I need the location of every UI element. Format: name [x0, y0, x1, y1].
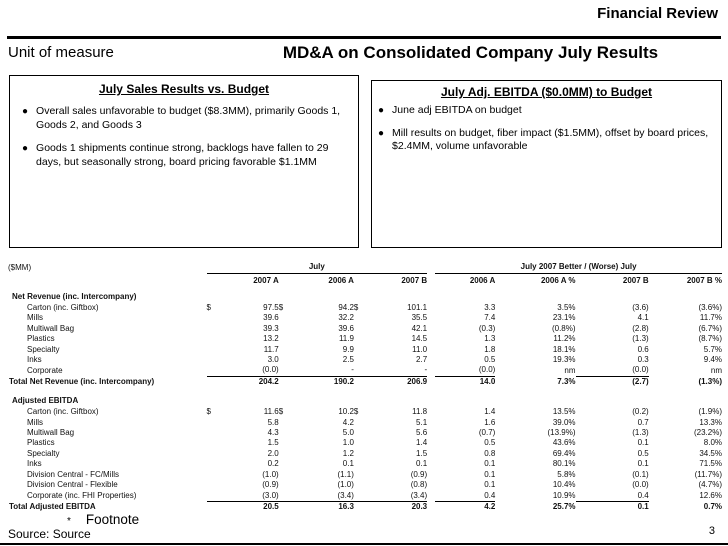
value-cell — [207, 355, 279, 365]
ebitda-box — [371, 80, 722, 248]
value-cell: (1.3) — [632, 428, 649, 438]
label-cell — [8, 274, 207, 288]
ebitda-box-title: July Adj. EBITDA ($0.0MM) to Budget — [440, 85, 653, 99]
value-cell — [354, 418, 427, 428]
cell-value: 20.5 — [263, 501, 279, 511]
cell-value: 35.5 — [411, 313, 428, 323]
value-cell: 10.9% — [552, 491, 576, 500]
cell-value: 1.2 — [342, 448, 354, 458]
value-cell: 0.5 — [484, 438, 496, 448]
value-cell: (0.0) — [632, 480, 649, 490]
cell-value: - — [424, 365, 428, 375]
total-row — [8, 376, 722, 387]
cell-value: (0.9) — [262, 480, 279, 490]
gap-cell — [427, 407, 435, 417]
column-header: 2006 A — [328, 276, 354, 285]
value-cell: (0.7) — [478, 428, 496, 438]
cell-value: 1.5 — [416, 448, 428, 458]
cell-value: 0.2 — [267, 459, 279, 469]
cell-value: 5.8 — [267, 417, 279, 427]
value-cell — [207, 365, 279, 376]
cell-value: 32.2 — [338, 313, 354, 323]
row-label: Plastics — [27, 334, 55, 344]
row-label: Specialty — [27, 344, 60, 354]
value-cell — [207, 376, 279, 387]
table-row — [8, 303, 722, 313]
financial-table — [8, 261, 722, 512]
cell-value: 39.3 — [263, 323, 279, 333]
value-cell: 23.1% — [552, 313, 576, 323]
value-cell — [354, 303, 427, 313]
table-body — [8, 261, 722, 512]
cell-value: 206.9 — [407, 376, 428, 386]
table-group-header-row — [8, 261, 722, 274]
bullet-text: Overall sales unfavorable to budget ($8.3MM), primarily Goods 1, Goods 2, and Goods 3 — [36, 105, 341, 131]
cell-value: 94.2 — [338, 303, 354, 312]
value-cell — [354, 365, 427, 376]
group-header-better-worse: July 2007 Better / (Worse) July — [435, 261, 722, 274]
bullet-item — [378, 104, 713, 118]
bullet-item — [378, 127, 713, 154]
value-cell — [207, 407, 279, 417]
value-cell: 0.6 — [637, 344, 649, 354]
value-cell: 0.4 — [435, 491, 495, 502]
gap-cell — [427, 261, 435, 274]
row-label: Division Central - FC/Mills — [27, 469, 120, 479]
cell-value: (3.0) — [262, 490, 279, 500]
cell-value: 1.4 — [416, 438, 428, 448]
value-cell: 0.5 — [637, 448, 649, 458]
gap-cell — [427, 274, 435, 288]
cell-value: 2.0 — [267, 448, 279, 458]
cell-value: (1.0) — [337, 480, 354, 490]
value-cell — [279, 418, 354, 428]
value-cell: 19.3% — [552, 355, 576, 365]
value-cell: (1.3) — [632, 334, 649, 344]
gap-cell — [427, 428, 435, 438]
gap-cell — [427, 334, 435, 344]
table-row — [8, 365, 722, 376]
gap-cell — [427, 303, 435, 313]
row-label: Inks — [27, 459, 42, 469]
value-cell: nm — [564, 365, 576, 375]
row-label: Carton (inc. Giftbox) — [27, 303, 99, 312]
footnote-marker: * — [67, 516, 71, 527]
gap-cell — [427, 376, 435, 387]
bullet-icon: ● — [378, 105, 385, 116]
cell-value: (0.9) — [410, 469, 428, 479]
cell-value: 13.2 — [263, 334, 279, 344]
bullet-icon: ● — [22, 106, 29, 117]
row-label: Corporate (inc. FHI Properties) — [27, 491, 137, 500]
row-label: Division Central - Flexible — [27, 480, 118, 490]
value-cell: 4.1 — [637, 313, 649, 323]
sales-results-box-title: July Sales Results vs. Budget — [98, 82, 270, 96]
dollar-sign: $ — [206, 303, 211, 312]
gap-cell — [427, 345, 435, 355]
section-title: Net Revenue (inc. Intercompany) — [12, 292, 137, 301]
cell-value: (0.0) — [262, 365, 279, 375]
value-cell: 0.7 — [637, 417, 649, 427]
value-cell — [279, 324, 354, 334]
total-value-cell: (1.3%) — [698, 376, 722, 386]
value-cell: 0.1 — [484, 469, 496, 479]
value-cell — [279, 345, 354, 355]
column-header: 2007 A — [253, 276, 279, 285]
cell-value: 97.5 — [263, 303, 279, 312]
spacer-cell — [8, 387, 722, 395]
cell-value: 190.2 — [333, 376, 354, 386]
sales-results-box — [9, 75, 359, 248]
sales-results-bullets — [22, 105, 350, 170]
unit-of-measure-label: Unit of measure — [8, 44, 114, 61]
value-cell: (8.7%) — [698, 334, 722, 344]
value-cell — [354, 491, 427, 502]
gap-cell — [427, 438, 435, 448]
gap-cell — [427, 324, 435, 334]
cell-value: 101.1 — [407, 303, 428, 312]
value-cell — [207, 480, 279, 490]
value-cell — [279, 459, 354, 469]
value-cell — [354, 407, 427, 417]
cell-value: 10.2 — [338, 407, 354, 417]
value-cell: 10.4% — [552, 480, 576, 490]
dollar-sign: $ — [278, 407, 284, 417]
value-cell — [354, 334, 427, 344]
value-cell: 0.1 — [637, 438, 649, 448]
value-cell — [279, 428, 354, 438]
value-cell: (4.7%) — [698, 480, 722, 490]
total-label: Total Net Revenue (inc. Intercompany) — [9, 376, 155, 386]
gap-cell — [427, 313, 435, 323]
value-cell: 13.3% — [699, 417, 722, 427]
row-label: Multiwall Bag — [27, 428, 75, 438]
value-cell: 9.4% — [703, 355, 722, 365]
value-cell — [279, 449, 354, 459]
cell-value: 2.5 — [342, 355, 354, 365]
bullet-item — [22, 142, 350, 169]
table-row — [8, 313, 722, 323]
section-header-row — [8, 395, 722, 407]
cell-value: 4.2 — [342, 417, 354, 427]
value-cell — [207, 313, 279, 323]
value-cell: 80.1% — [552, 459, 576, 469]
value-cell — [207, 491, 279, 502]
row-label: Inks — [27, 355, 42, 365]
table-row — [8, 480, 722, 490]
value-cell: 3.5% — [557, 303, 576, 312]
cell-value: 11.6 — [263, 407, 279, 417]
group-header-july: July — [207, 261, 428, 274]
bullet-text: June adj EBITDA on budget — [392, 104, 522, 116]
gap-cell — [427, 501, 435, 512]
section-header-row — [8, 291, 722, 303]
value-cell — [354, 376, 427, 387]
cell-value: 1.0 — [342, 438, 354, 448]
cell-value: (3.4) — [410, 490, 428, 500]
column-header: 2007 B — [622, 276, 649, 285]
bullet-icon: ● — [378, 127, 385, 139]
page-number: 3 — [708, 525, 715, 537]
value-cell: 1.4 — [484, 407, 496, 417]
cell-value: 14.5 — [411, 334, 428, 344]
cell-value: (1.1) — [337, 469, 354, 479]
value-cell — [354, 501, 427, 512]
value-cell — [207, 334, 279, 344]
value-cell: 5.7% — [703, 344, 722, 354]
cell-value: 1.5 — [267, 438, 279, 448]
row-label: Mills — [27, 417, 43, 427]
column-header: 2006 A % — [540, 276, 576, 285]
table-row — [8, 334, 722, 344]
gap-cell — [427, 480, 435, 490]
value-cell: 18.1% — [552, 344, 576, 354]
column-header: 2007 B % — [686, 276, 722, 285]
table-row — [8, 459, 722, 469]
value-cell — [207, 303, 279, 313]
value-cell — [207, 438, 279, 448]
cell-value: - — [351, 365, 354, 375]
value-cell — [207, 449, 279, 459]
value-cell: (23.2%) — [693, 428, 722, 438]
table-row — [8, 491, 722, 502]
value-cell: 0.3 — [637, 355, 649, 365]
cell-value: 4.3 — [267, 428, 279, 438]
cell-value: 11.0 — [412, 344, 428, 354]
value-cell — [279, 491, 354, 502]
total-value-cell: 7.3% — [557, 376, 576, 386]
value-cell — [279, 365, 354, 376]
value-cell: 0.1 — [637, 459, 649, 469]
brand-label: Financial Review — [597, 5, 718, 22]
value-cell — [354, 438, 427, 448]
value-cell — [279, 470, 354, 480]
dollar-sign: $ — [353, 303, 359, 312]
value-cell: (0.0) — [576, 365, 649, 376]
value-cell: (3.6%) — [698, 303, 722, 312]
total-value-cell: 4.2 — [484, 501, 496, 511]
section-title: Adjusted EBITDA — [12, 396, 79, 406]
value-cell — [354, 428, 427, 438]
value-cell: 34.5% — [699, 448, 722, 458]
total-value-cell: (2.7) — [632, 376, 649, 386]
table-row — [8, 428, 722, 438]
cell-value: 0.1 — [342, 459, 354, 469]
footnote-text: Footnote — [85, 512, 140, 527]
total-value-cell: 14.0 — [479, 376, 496, 386]
value-cell — [207, 470, 279, 480]
value-cell — [279, 334, 354, 344]
cell-value: (0.8) — [410, 480, 428, 490]
gap-cell — [427, 365, 435, 376]
table-row — [8, 407, 722, 417]
value-cell — [207, 418, 279, 428]
cell-value: 39.6 — [263, 313, 279, 323]
bullet-item — [22, 105, 350, 132]
value-cell: 69.4% — [552, 448, 576, 458]
gap-cell — [427, 418, 435, 428]
ebitda-bullets — [378, 104, 713, 154]
value-cell: 0.5 — [484, 355, 496, 365]
gap-cell — [427, 491, 435, 502]
row-label: Corporate — [27, 365, 63, 375]
value-cell — [354, 324, 427, 334]
value-cell: (3.6) — [632, 303, 649, 312]
row-label: Plastics — [27, 438, 55, 448]
value-cell — [354, 313, 427, 323]
cell-value: 5.0 — [342, 428, 354, 438]
value-cell — [279, 303, 354, 313]
value-cell: (0.8%) — [551, 323, 576, 333]
value-cell: 0.4 — [576, 491, 649, 502]
dollar-sign: $ — [353, 407, 359, 417]
header-rule — [7, 36, 721, 39]
value-cell — [279, 480, 354, 490]
row-label: Mills — [27, 313, 43, 323]
gap-cell — [427, 470, 435, 480]
value-cell: 1.6 — [484, 417, 496, 427]
value-cell — [279, 407, 354, 417]
value-cell: (0.1) — [632, 469, 649, 479]
dollar-sign: $ — [206, 407, 211, 417]
value-cell: 8.0% — [703, 438, 722, 448]
value-cell: (13.9%) — [547, 428, 576, 438]
cell-value: 11.9 — [338, 334, 354, 344]
column-header: 2006 A — [469, 276, 496, 285]
page-title: MD&A on Consolidated Company July Results — [282, 43, 659, 62]
value-cell — [279, 376, 354, 387]
total-value-cell: 0.1 — [637, 501, 649, 511]
value-cell: 12.6% — [699, 491, 722, 500]
cell-value: 39.6 — [338, 323, 354, 333]
value-cell: 5.8% — [557, 469, 576, 479]
gap-cell — [427, 355, 435, 365]
value-cell — [279, 501, 354, 512]
value-cell: 43.6% — [552, 438, 576, 448]
value-cell: (6.7%) — [698, 323, 722, 333]
value-cell: (2.8) — [632, 323, 649, 333]
unit-cell: ($MM) — [8, 263, 32, 273]
value-cell: 3.3 — [484, 303, 496, 312]
value-cell: 11.2% — [553, 334, 576, 344]
value-cell: (1.9%) — [698, 407, 722, 417]
value-cell: (0.3) — [478, 323, 496, 333]
financial-table-container — [8, 261, 722, 512]
value-cell: (0.2) — [632, 407, 649, 417]
total-row — [8, 501, 722, 512]
value-cell — [207, 501, 279, 512]
cell-value: 204.2 — [258, 376, 279, 386]
row-label: Specialty — [27, 448, 60, 458]
row-label: Carton (inc. Giftbox) — [27, 407, 99, 417]
cell-value: 20.3 — [411, 501, 428, 511]
gap-cell — [427, 459, 435, 469]
table-row — [8, 418, 722, 428]
table-row — [8, 470, 722, 480]
value-cell: 0.1 — [484, 459, 496, 469]
value-cell — [279, 355, 354, 365]
value-cell: 0.8 — [484, 448, 496, 458]
value-cell — [207, 324, 279, 334]
value-cell — [207, 459, 279, 469]
value-cell — [207, 428, 279, 438]
table-column-header-row — [8, 274, 722, 288]
total-value-cell: 25.7% — [552, 501, 576, 511]
cell-value: 3.0 — [267, 355, 279, 365]
cell-value: 0.1 — [416, 459, 428, 469]
value-cell — [354, 470, 427, 480]
gap-cell — [427, 449, 435, 459]
table-row — [8, 449, 722, 459]
table-row — [8, 324, 722, 334]
cell-value: 11.8 — [412, 407, 428, 417]
cell-value: 42.1 — [411, 323, 428, 333]
cell-value: (3.4) — [337, 490, 354, 500]
value-cell: 39.0% — [552, 417, 576, 427]
total-value-cell: 0.7% — [703, 501, 722, 511]
table-row — [8, 345, 722, 355]
value-cell: (0.0) — [435, 365, 495, 376]
value-cell — [354, 449, 427, 459]
column-header: 2007 B — [401, 276, 428, 285]
row-label: Multiwall Bag — [27, 323, 75, 333]
source-label: Source: Source — [8, 527, 91, 541]
value-cell: 1.3 — [484, 334, 496, 344]
value-cell — [354, 355, 427, 365]
value-cell: 7.4 — [484, 313, 496, 323]
value-cell — [279, 438, 354, 448]
bullet-text: Mill results on budget, fiber impact ($1.5MM), offset by board prices, $2.4MM, volume unfavorable — [392, 126, 709, 153]
value-cell — [354, 480, 427, 490]
bullet-icon: ● — [22, 143, 29, 155]
value-cell — [279, 313, 354, 323]
value-cell — [207, 345, 279, 355]
value-cell — [354, 459, 427, 469]
bullet-text: Goods 1 shipments continue strong, backlogs have fallen to 29 days, but seasonally strong, board pricing favorable $1.1MM — [36, 142, 329, 168]
total-label: Total Adjusted EBITDA — [9, 501, 96, 511]
cell-value: 9.9 — [342, 344, 354, 354]
value-cell: 1.8 — [484, 344, 496, 354]
table-row — [8, 438, 722, 448]
value-cell: 0.1 — [484, 480, 496, 490]
cell-value: 2.7 — [416, 355, 428, 365]
value-cell: (11.7%) — [694, 469, 722, 479]
value-cell — [354, 345, 427, 355]
value-cell: nm — [710, 365, 722, 375]
section-spacer-row — [8, 387, 722, 395]
table-row — [8, 355, 722, 365]
dollar-sign: $ — [278, 303, 284, 312]
value-cell: 11.7% — [699, 313, 722, 323]
cell-value: 11.7 — [263, 344, 279, 354]
footnote — [67, 512, 139, 527]
cell-value: 5.1 — [416, 417, 428, 427]
footer-rule — [0, 543, 728, 545]
cell-value: 16.3 — [338, 501, 354, 511]
value-cell: 71.5% — [699, 459, 722, 469]
cell-value: (1.0) — [262, 469, 279, 479]
cell-value: 5.6 — [416, 428, 428, 438]
value-cell: 13.5% — [552, 407, 576, 417]
